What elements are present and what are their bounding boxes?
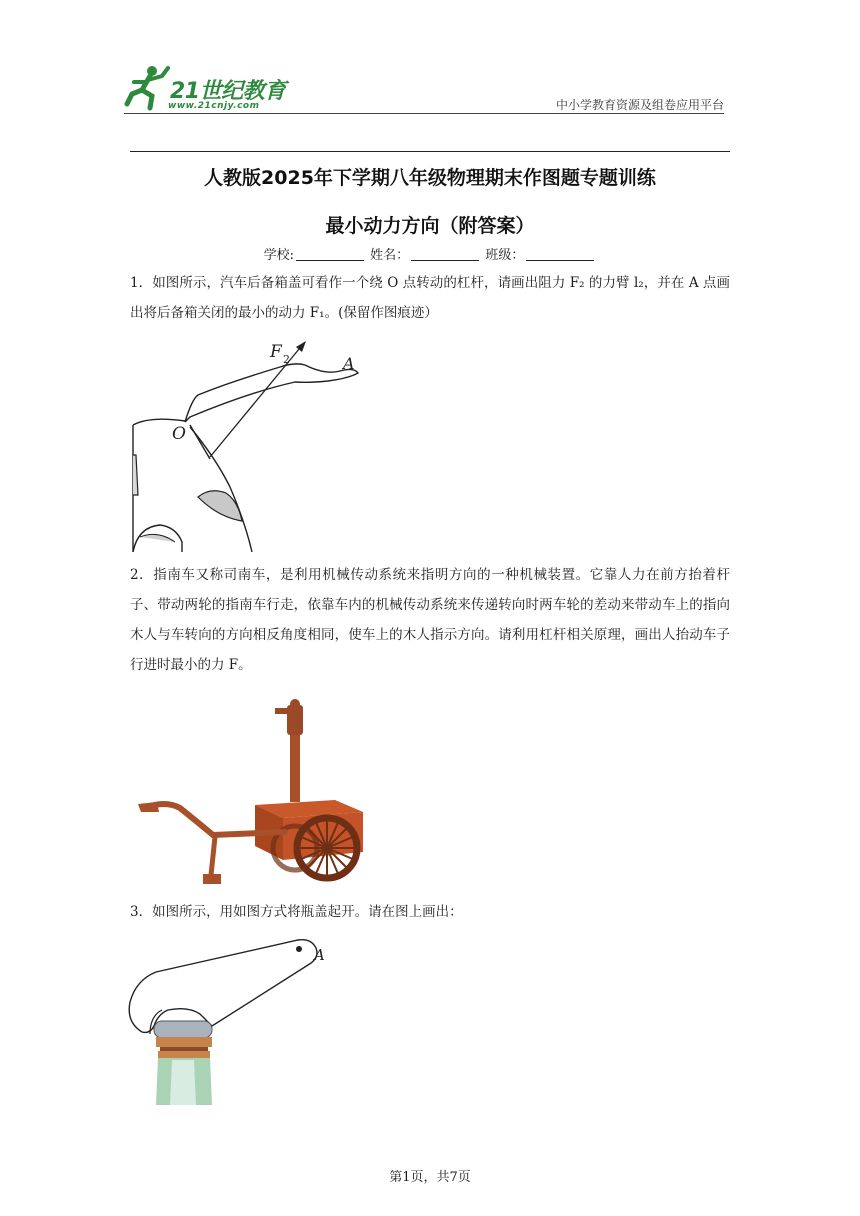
point-a-label: A <box>343 354 355 373</box>
page-subtitle: 最小动力方向（附答案） <box>325 215 535 237</box>
south-pointing-cart-image <box>135 700 365 890</box>
logo-url: www.21cnjy.com <box>168 101 260 111</box>
school-blank[interactable] <box>296 248 364 261</box>
school-label: 学校: <box>263 248 295 263</box>
question-2-text: 2．指南车又称司南车，是利用机械传动系统来指明方向的一种机械装置。它靠人力在前方抬着杆子、带动两轮的指南车行走，依靠车内的机械传动系统来传递转向时两车轮的差动来带动车上的指向木人与车转向的方向相反角度相同，使车上的木人指示方向。请利用杠杆相关原理，画出人抬动车子行进时最小的力 F。 <box>130 567 730 673</box>
student-info <box>0 244 860 263</box>
f2-label: F <box>270 342 282 362</box>
class-label: 班级： <box>485 248 525 263</box>
name-label: 姓名： <box>370 248 410 263</box>
car-trunk-diagram <box>130 337 370 552</box>
logo-text: 21世纪教育 <box>170 79 286 104</box>
logo <box>122 64 302 118</box>
class-blank[interactable] <box>526 248 594 261</box>
header-slogan: 中小学教育资源及组卷应用平台 <box>555 98 724 112</box>
bottle-opener-diagram <box>128 930 348 1105</box>
point-a-label: A <box>314 946 325 964</box>
page-title: 人教版2025年下学期八年级物理期末作图题专题训练 <box>204 167 656 189</box>
title-divider <box>130 151 730 152</box>
name-blank[interactable] <box>411 248 479 261</box>
running-man-icon <box>122 64 172 114</box>
header-divider <box>124 113 724 114</box>
f2-subscript: 2 <box>283 353 290 366</box>
question-3-text: 3．如图所示，用如图方式将瓶盖起开。请在图上画出： <box>130 904 463 920</box>
point-o-label: O <box>172 424 186 444</box>
question-1-text: 1．如图所示，汽车后备箱盖可看作一个绕 O 点转动的杠杆，请画出阻力 F₂ 的力臂 l₂，并在 A 点画出将后备箱关闭的最小的动力 F₁。(保留作图痕迹） <box>130 275 730 321</box>
page-number: 第1页，共7页 <box>389 1170 471 1185</box>
